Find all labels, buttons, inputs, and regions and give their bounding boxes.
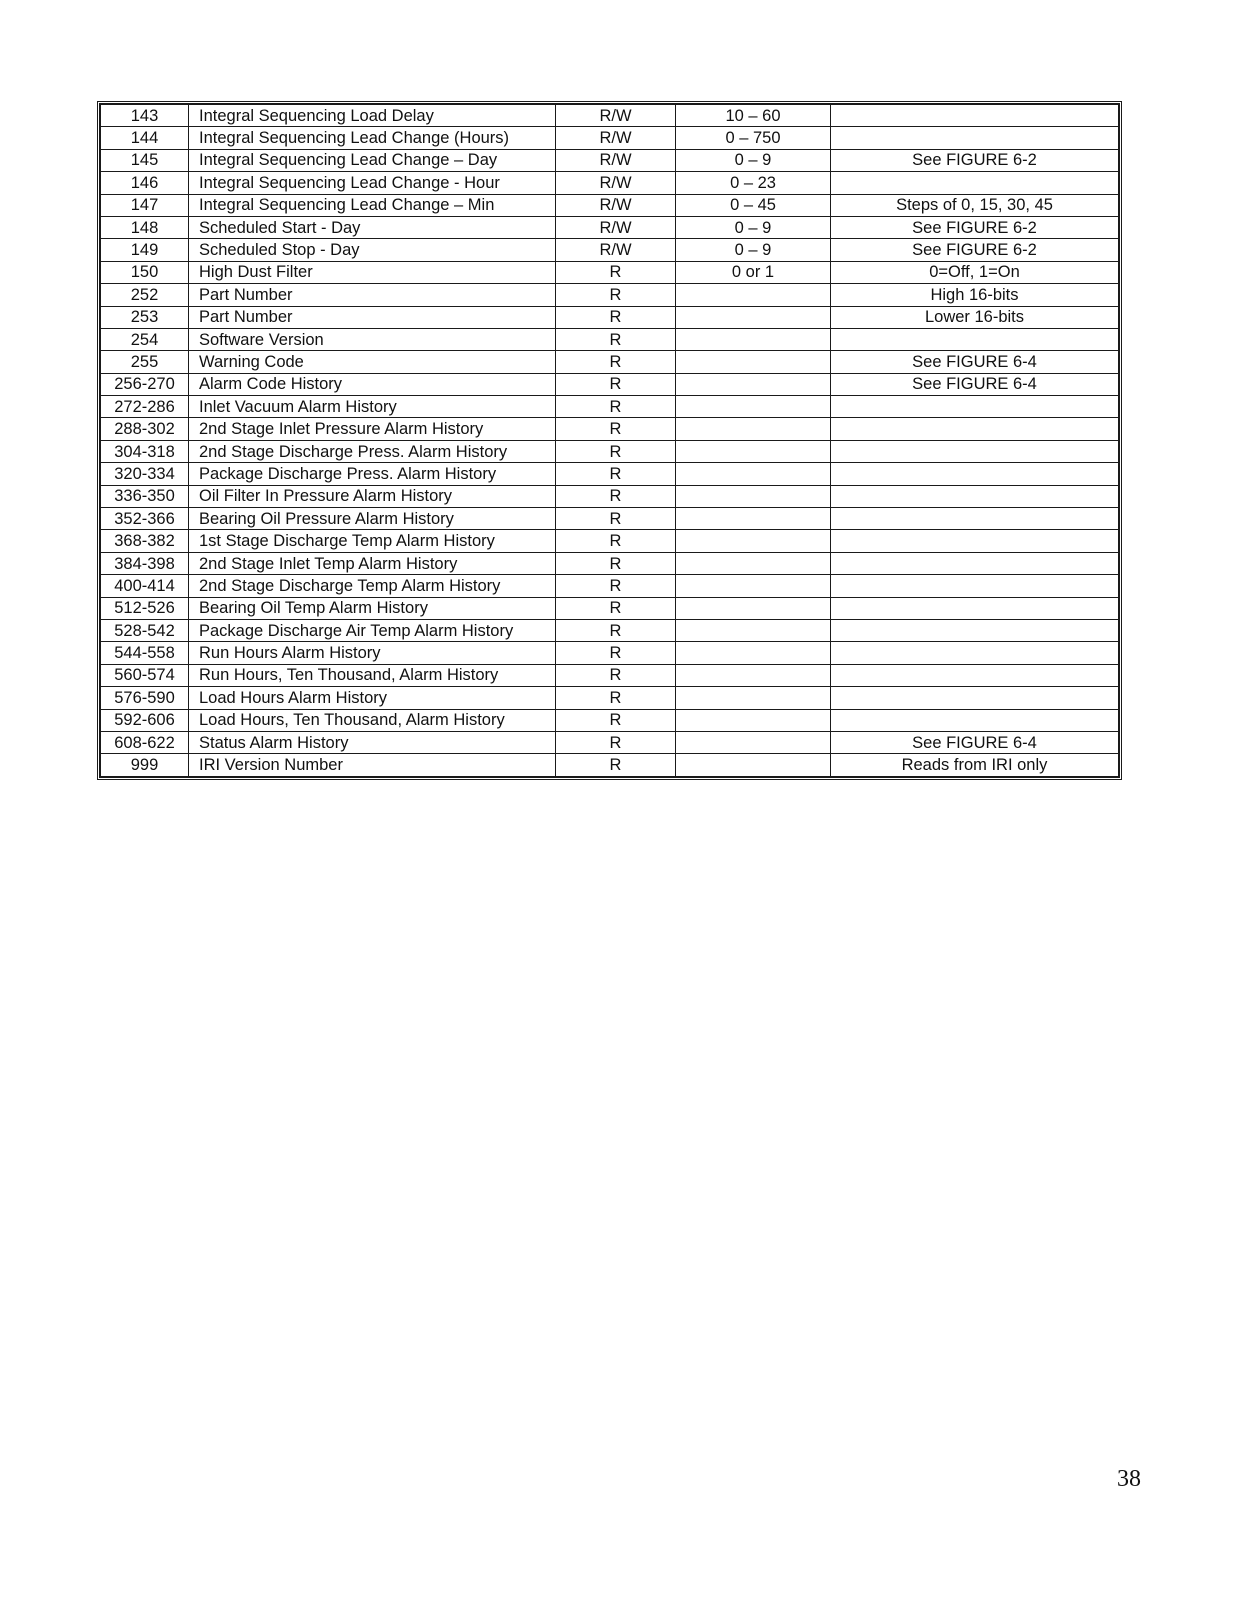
- access-mode-cell: R: [556, 530, 676, 552]
- notes-cell: [831, 127, 1119, 149]
- register-address-cell: 148: [101, 216, 189, 238]
- register-address-cell: 368-382: [101, 530, 189, 552]
- notes-cell: [831, 418, 1119, 440]
- notes-cell: [831, 619, 1119, 641]
- notes-cell: High 16-bits: [831, 284, 1119, 306]
- register-description-cell: Integral Sequencing Lead Change – Day: [189, 149, 556, 171]
- value-range-cell: [676, 575, 831, 597]
- access-mode-cell: R: [556, 373, 676, 395]
- notes-cell: See FIGURE 6-2: [831, 149, 1119, 171]
- value-range-cell: [676, 396, 831, 418]
- value-range-cell: [676, 597, 831, 619]
- value-range-cell: [676, 508, 831, 530]
- table-row: [101, 216, 1119, 238]
- access-mode-cell: R: [556, 306, 676, 328]
- access-mode-cell: R: [556, 664, 676, 686]
- access-mode-cell: R: [556, 328, 676, 350]
- value-range-cell: 0 – 750: [676, 127, 831, 149]
- register-table-body: [101, 105, 1119, 777]
- register-address-cell: 304-318: [101, 440, 189, 462]
- value-range-cell: [676, 306, 831, 328]
- register-description-cell: Inlet Vacuum Alarm History: [189, 396, 556, 418]
- notes-cell: [831, 642, 1119, 664]
- value-range-cell: 0 – 45: [676, 194, 831, 216]
- notes-cell: See FIGURE 6-4: [831, 731, 1119, 753]
- value-range-cell: [676, 709, 831, 731]
- table-row: [101, 373, 1119, 395]
- table-row: [101, 575, 1119, 597]
- register-address-cell: 143: [101, 105, 189, 127]
- register-table-frame: [97, 101, 1122, 780]
- register-address-cell: 608-622: [101, 731, 189, 753]
- access-mode-cell: R: [556, 687, 676, 709]
- register-address-cell: 145: [101, 149, 189, 171]
- page-number: 38: [1117, 1466, 1141, 1492]
- table-row: [101, 687, 1119, 709]
- table-row: [101, 172, 1119, 194]
- access-mode-cell: R: [556, 396, 676, 418]
- access-mode-cell: R: [556, 463, 676, 485]
- value-range-cell: 0 or 1: [676, 261, 831, 283]
- access-mode-cell: R: [556, 597, 676, 619]
- notes-cell: [831, 552, 1119, 574]
- register-address-cell: 352-366: [101, 508, 189, 530]
- value-range-cell: [676, 664, 831, 686]
- notes-cell: [831, 597, 1119, 619]
- access-mode-cell: R/W: [556, 172, 676, 194]
- notes-cell: [831, 105, 1119, 127]
- register-address-cell: 384-398: [101, 552, 189, 574]
- value-range-cell: [676, 463, 831, 485]
- table-row: [101, 508, 1119, 530]
- access-mode-cell: R: [556, 709, 676, 731]
- access-mode-cell: R: [556, 485, 676, 507]
- register-description-cell: Package Discharge Air Temp Alarm History: [189, 619, 556, 641]
- register-description-cell: Bearing Oil Temp Alarm History: [189, 597, 556, 619]
- register-description-cell: High Dust Filter: [189, 261, 556, 283]
- notes-cell: [831, 440, 1119, 462]
- access-mode-cell: R: [556, 418, 676, 440]
- table-row: [101, 754, 1119, 776]
- register-address-cell: 255: [101, 351, 189, 373]
- notes-cell: [831, 396, 1119, 418]
- value-range-cell: 0 – 9: [676, 149, 831, 171]
- value-range-cell: 0 – 23: [676, 172, 831, 194]
- register-address-cell: 256-270: [101, 373, 189, 395]
- value-range-cell: [676, 642, 831, 664]
- access-mode-cell: R: [556, 575, 676, 597]
- register-address-cell: 253: [101, 306, 189, 328]
- table-row: [101, 328, 1119, 350]
- register-description-cell: Integral Sequencing Load Delay: [189, 105, 556, 127]
- table-row: [101, 664, 1119, 686]
- table-row: [101, 194, 1119, 216]
- register-description-cell: 2nd Stage Inlet Temp Alarm History: [189, 552, 556, 574]
- value-range-cell: [676, 351, 831, 373]
- access-mode-cell: R/W: [556, 105, 676, 127]
- access-mode-cell: R: [556, 754, 676, 776]
- value-range-cell: [676, 552, 831, 574]
- register-description-cell: Alarm Code History: [189, 373, 556, 395]
- register-description-cell: Integral Sequencing Lead Change – Min: [189, 194, 556, 216]
- access-mode-cell: R: [556, 284, 676, 306]
- register-address-cell: 252: [101, 284, 189, 306]
- register-description-cell: Status Alarm History: [189, 731, 556, 753]
- notes-cell: See FIGURE 6-2: [831, 239, 1119, 261]
- value-range-cell: [676, 731, 831, 753]
- table-row: [101, 351, 1119, 373]
- notes-cell: [831, 687, 1119, 709]
- access-mode-cell: R: [556, 440, 676, 462]
- register-address-cell: 400-414: [101, 575, 189, 597]
- table-row: [101, 642, 1119, 664]
- notes-cell: [831, 664, 1119, 686]
- register-description-cell: Oil Filter In Pressure Alarm History: [189, 485, 556, 507]
- register-address-cell: 150: [101, 261, 189, 283]
- register-description-cell: Part Number: [189, 284, 556, 306]
- register-description-cell: 2nd Stage Discharge Temp Alarm History: [189, 575, 556, 597]
- register-description-cell: Bearing Oil Pressure Alarm History: [189, 508, 556, 530]
- table-row: [101, 239, 1119, 261]
- table-row: [101, 709, 1119, 731]
- register-description-cell: Run Hours, Ten Thousand, Alarm History: [189, 664, 556, 686]
- register-address-cell: 999: [101, 754, 189, 776]
- notes-cell: Steps of 0, 15, 30, 45: [831, 194, 1119, 216]
- table-row: [101, 463, 1119, 485]
- table-row: [101, 149, 1119, 171]
- notes-cell: See FIGURE 6-2: [831, 216, 1119, 238]
- register-description-cell: 2nd Stage Inlet Pressure Alarm History: [189, 418, 556, 440]
- table-row: [101, 440, 1119, 462]
- register-description-cell: Load Hours Alarm History: [189, 687, 556, 709]
- register-address-cell: 320-334: [101, 463, 189, 485]
- notes-cell: [831, 485, 1119, 507]
- register-address-cell: 254: [101, 328, 189, 350]
- register-description-cell: Warning Code: [189, 351, 556, 373]
- register-address-cell: 544-558: [101, 642, 189, 664]
- register-description-cell: Scheduled Start - Day: [189, 216, 556, 238]
- access-mode-cell: R: [556, 731, 676, 753]
- notes-cell: [831, 463, 1119, 485]
- notes-cell: [831, 575, 1119, 597]
- access-mode-cell: R: [556, 351, 676, 373]
- notes-cell: [831, 172, 1119, 194]
- access-mode-cell: R/W: [556, 216, 676, 238]
- notes-cell: [831, 709, 1119, 731]
- table-row: [101, 284, 1119, 306]
- value-range-cell: [676, 754, 831, 776]
- register-address-cell: 147: [101, 194, 189, 216]
- value-range-cell: 0 – 9: [676, 216, 831, 238]
- register-description-cell: Load Hours, Ten Thousand, Alarm History: [189, 709, 556, 731]
- register-table: [100, 104, 1119, 777]
- table-row: [101, 306, 1119, 328]
- value-range-cell: [676, 440, 831, 462]
- value-range-cell: 0 – 9: [676, 239, 831, 261]
- register-description-cell: Package Discharge Press. Alarm History: [189, 463, 556, 485]
- register-description-cell: Integral Sequencing Lead Change - Hour: [189, 172, 556, 194]
- value-range-cell: [676, 418, 831, 440]
- value-range-cell: [676, 373, 831, 395]
- value-range-cell: [676, 619, 831, 641]
- value-range-cell: [676, 284, 831, 306]
- access-mode-cell: R: [556, 261, 676, 283]
- notes-cell: [831, 530, 1119, 552]
- access-mode-cell: R: [556, 508, 676, 530]
- register-description-cell: IRI Version Number: [189, 754, 556, 776]
- table-row: [101, 418, 1119, 440]
- register-address-cell: 144: [101, 127, 189, 149]
- table-row: [101, 485, 1119, 507]
- access-mode-cell: R/W: [556, 239, 676, 261]
- table-row: [101, 396, 1119, 418]
- value-range-cell: [676, 485, 831, 507]
- access-mode-cell: R: [556, 619, 676, 641]
- value-range-cell: 10 – 60: [676, 105, 831, 127]
- notes-cell: [831, 328, 1119, 350]
- table-row: [101, 552, 1119, 574]
- register-address-cell: 336-350: [101, 485, 189, 507]
- register-description-cell: 2nd Stage Discharge Press. Alarm History: [189, 440, 556, 462]
- value-range-cell: [676, 687, 831, 709]
- register-address-cell: 149: [101, 239, 189, 261]
- table-row: [101, 530, 1119, 552]
- table-row: [101, 597, 1119, 619]
- register-address-cell: 146: [101, 172, 189, 194]
- access-mode-cell: R/W: [556, 149, 676, 171]
- register-address-cell: 272-286: [101, 396, 189, 418]
- value-range-cell: [676, 328, 831, 350]
- notes-cell: See FIGURE 6-4: [831, 351, 1119, 373]
- table-row: [101, 261, 1119, 283]
- register-address-cell: 560-574: [101, 664, 189, 686]
- register-address-cell: 512-526: [101, 597, 189, 619]
- access-mode-cell: R: [556, 642, 676, 664]
- table-row: [101, 731, 1119, 753]
- register-address-cell: 576-590: [101, 687, 189, 709]
- table-row: [101, 619, 1119, 641]
- notes-cell: Reads from IRI only: [831, 754, 1119, 776]
- notes-cell: [831, 508, 1119, 530]
- register-description-cell: Scheduled Stop - Day: [189, 239, 556, 261]
- notes-cell: 0=Off, 1=On: [831, 261, 1119, 283]
- register-description-cell: Integral Sequencing Lead Change (Hours): [189, 127, 556, 149]
- access-mode-cell: R: [556, 552, 676, 574]
- table-row: [101, 127, 1119, 149]
- table-row: [101, 105, 1119, 127]
- value-range-cell: [676, 530, 831, 552]
- register-address-cell: 528-542: [101, 619, 189, 641]
- register-description-cell: Run Hours Alarm History: [189, 642, 556, 664]
- notes-cell: Lower 16-bits: [831, 306, 1119, 328]
- register-description-cell: 1st Stage Discharge Temp Alarm History: [189, 530, 556, 552]
- notes-cell: See FIGURE 6-4: [831, 373, 1119, 395]
- access-mode-cell: R/W: [556, 194, 676, 216]
- register-address-cell: 288-302: [101, 418, 189, 440]
- register-description-cell: Part Number: [189, 306, 556, 328]
- access-mode-cell: R/W: [556, 127, 676, 149]
- register-address-cell: 592-606: [101, 709, 189, 731]
- register-description-cell: Software Version: [189, 328, 556, 350]
